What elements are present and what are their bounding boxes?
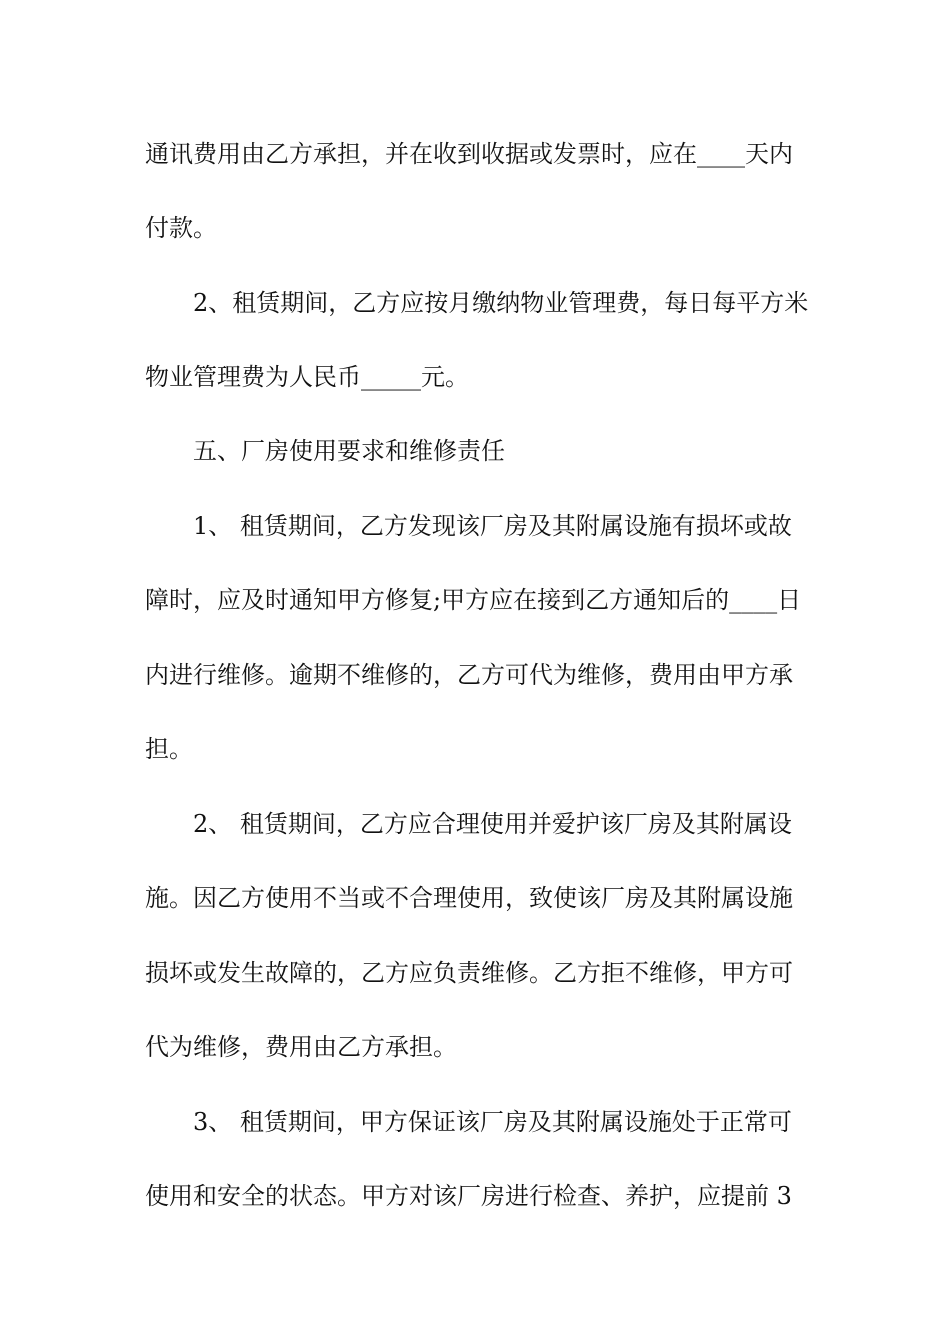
text-line: 物业管理费为人民币_____元。: [145, 363, 469, 391]
paragraph-start: 1、 租赁期间，乙方发现该厂房及其附属设施有损坏或故: [193, 512, 792, 540]
text-line: 损坏或发生故障的，乙方应负责维修。乙方拒不维修，甲方可: [145, 959, 793, 987]
text-line: 通讯费用由乙方承担，并在收到收据或发票时，应在____天内: [145, 140, 793, 168]
text-line: 担。: [145, 735, 193, 763]
paragraph-start: 2、 租赁期间，乙方应合理使用并爱护该厂房及其附属设: [193, 810, 792, 838]
paragraph-start: 2、租赁期间，乙方应按月缴纳物业管理费，每日每平方米: [193, 289, 809, 317]
text-line: 付款。: [145, 214, 217, 242]
paragraph-start: 3、 租赁期间，甲方保证该厂房及其附属设施处于正常可: [193, 1108, 792, 1136]
text-line: 使用和安全的状态。甲方对该厂房进行检查、养护，应提前 3: [145, 1182, 792, 1210]
text-line: 内进行维修。逾期不维修的，乙方可代为维修，费用由甲方承: [145, 661, 793, 689]
text-line: 障时，应及时通知甲方修复;甲方应在接到乙方通知后的____日: [145, 586, 802, 614]
text-line: 施。因乙方使用不当或不合理使用，致使该厂房及其附属设施: [145, 884, 793, 912]
section-heading: 五、厂房使用要求和维修责任: [193, 437, 505, 465]
text-line: 代为维修，费用由乙方承担。: [145, 1033, 457, 1061]
